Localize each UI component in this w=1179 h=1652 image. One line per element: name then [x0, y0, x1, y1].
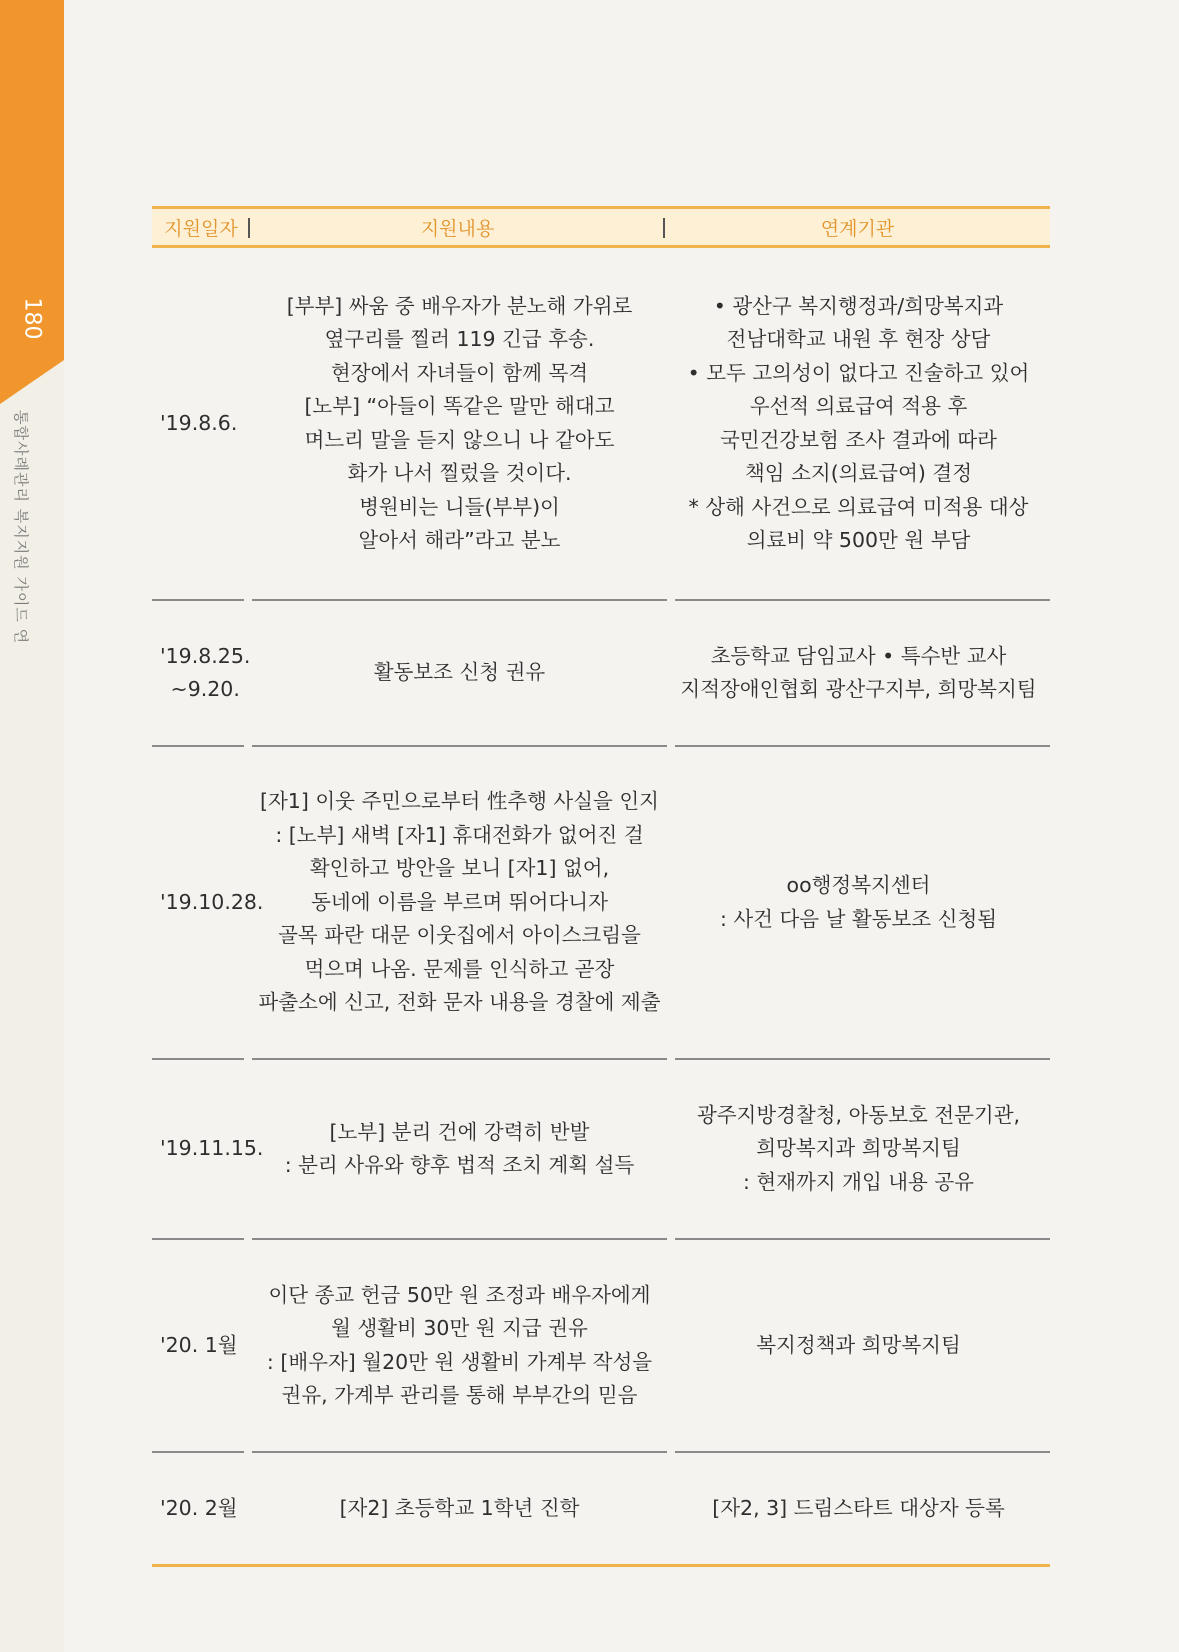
header-date: 지원일자: [152, 214, 250, 241]
table-row: [152, 1240, 1050, 1451]
row-date: '19.8.25. ~9.20.: [160, 643, 251, 701]
row-date: '20. 2월: [160, 1495, 238, 1520]
table-row: [152, 1453, 1050, 1564]
row-content: 이단 종교 헌금 50만 원 조정과 배우자에게 월 생활비 30만 원 지급 권유 : [배우자] 월20만 원 생활비 가계부 작성을 권유, 가계부 관리를 통해 부부간의 믿음: [266, 1282, 653, 1407]
row-content: [노부] 분리 건에 강력히 반발 : 분리 사유와 향후 법적 조치 계획 설득: [284, 1119, 635, 1177]
row-content: [부부] 싸움 중 배우자가 분노해 가위로 옆구리를 찔러 119 긴급 후송. 현장에서 자녀들이 함께 목격 [노부] “아들이 똑같은 말만 해대고 며느리 말을 듣지 않으니 나 같아도 화가 나서 찔렀을 것이다. 병원비는 니들(부부)이 알아서 해라”라고 분노: [286, 293, 633, 552]
page-number: 180: [19, 297, 45, 340]
row-agency: 광주지방경찰청, 아동보호 전문기관, 희망복지과 희망복지팀 : 현재까지 개입 내용 공유: [696, 1102, 1021, 1194]
side-tab-notch: [0, 360, 64, 404]
table-row: [152, 1060, 1050, 1238]
row-agency: • 광산구 복지행정과/희망복지과 전남대학교 내원 후 현장 상담 • 모두 고의성이 없다고 진술하고 있어 우선적 의료급여 적용 후 국민건강보험 조사 결과에 따라 책임 소지(의료급여) 결정 * 상해 사건으로 의료급여 미적용 대상 의료비 약 500만 원 부담: [687, 293, 1030, 552]
table-row: [152, 601, 1050, 745]
row-agency: 초등학교 담임교사 • 특수반 교사 지적장애인협회 광산구지부, 희망복지팀: [680, 643, 1037, 701]
table-row: [152, 747, 1050, 1058]
header-agency: 연계기관: [820, 217, 895, 240]
row-agency: [자2, 3] 드림스타트 대상자 등록: [712, 1495, 1005, 1520]
row-agency: 복지정책과 희망복지팀: [756, 1332, 961, 1357]
guide-title: 통합사례관리 복지지원 가이드 연: [12, 410, 30, 645]
table-bottom-rule: [152, 1564, 1050, 1567]
row-date: '19.11.15.: [160, 1136, 264, 1161]
table-row: [152, 248, 1050, 599]
support-history-table: [152, 206, 1050, 1567]
row-content: [자2] 초등학교 1학년 진학: [339, 1495, 580, 1520]
header-content: 지원내용: [250, 214, 665, 241]
row-agency: oo행정복지센터 : 사건 다음 날 활동보조 신청됨: [719, 873, 998, 931]
row-date: '19.8.6.: [160, 410, 238, 435]
row-content: [자1] 이웃 주민으로부터 性추행 사실을 인지 : [노부] 새벽 [자1] 휴대전화가 없어진 걸 확인하고 방안을 보니 [자1] 없어, 동네에 이름을 부르며 뛰어다니자 골목 파란 대문 이웃집에서 아이스크림을 먹으며 나옴. 문제를 인식하고 곧장 파출소에 신고, 전화 문자 내용을 경찰에 제출: [258, 789, 661, 1015]
row-date: '20. 1월: [160, 1332, 238, 1357]
row-date: '19.10.28.: [160, 889, 264, 914]
table-header: [152, 206, 1050, 248]
row-content: 활동보조 신청 권유: [373, 660, 546, 685]
